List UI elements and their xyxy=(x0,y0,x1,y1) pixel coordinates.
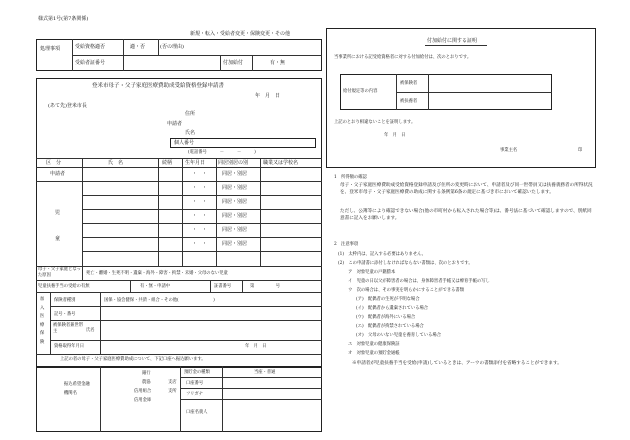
allow-col1 xyxy=(130,280,131,292)
bank-line-2 xyxy=(180,388,322,389)
row-line-4 xyxy=(82,223,322,224)
row-line-8 xyxy=(36,280,322,281)
dependent-person: 被扶養者 xyxy=(400,99,418,104)
insurance-vlabel: 加入医療保険 xyxy=(40,297,45,345)
col-name xyxy=(82,158,83,280)
ins-line-1 xyxy=(50,306,322,307)
office-row-line xyxy=(72,55,322,56)
section1-title: 1 所得額の確認 xyxy=(334,175,367,180)
row-line-10 xyxy=(36,354,322,355)
table-top xyxy=(36,158,322,159)
note-1: (1) 太枠内は、記入する必要はありません。 xyxy=(338,252,426,257)
row-applicant-status: 同居・別居 xyxy=(222,171,248,177)
doc-u2: (イ) 配偶者から遺棄されている場合 xyxy=(356,306,429,311)
col-job xyxy=(260,158,261,266)
form-number: 様式第1号(第7条関係) xyxy=(38,16,89,22)
employer-label: 事業主名 xyxy=(500,148,518,153)
cause-options: 死亡・離婚・生死不明・遺棄・海外・障害・拘禁・未婚・父母のない児童 xyxy=(86,271,228,276)
symbol-label: 記号・番号 xyxy=(54,312,76,317)
furigana-label: フリガナ xyxy=(186,392,203,397)
section1-p1: 母子・父子家庭医療費助成受給資格登録申請及び住所の変更時において、申請者及び同一世帯員又は扶養義務者の所得状況を、登米市母子・父子家庭医療費の助成に関する条例第6条の規定に基づき市において確認いたします。 xyxy=(340,183,593,195)
th-category: 区 分 xyxy=(46,160,62,166)
title-underline xyxy=(425,45,487,46)
cert-label: 証書番号 xyxy=(214,284,232,289)
proof-text: 上記のとおり相違ないことを証明します。 xyxy=(334,120,416,125)
section2-title: 2 注意事項 xyxy=(334,242,359,247)
child4-status: 同居・別居 xyxy=(222,227,248,233)
row-line-9 xyxy=(36,292,322,293)
row-applicant-date: ・ ・ xyxy=(192,171,208,177)
form-date: 年 月 日 xyxy=(255,93,281,99)
insured-name-label: 氏名 xyxy=(86,328,95,333)
bank-type-1: 銀行 xyxy=(142,371,151,376)
th-status: 同居別居の別 xyxy=(218,160,249,166)
transfer-note: 上記の者の母子・父子家庭医療費助成について、下記口座へ振込願います。 xyxy=(60,357,206,362)
child2-status: 同居・別居 xyxy=(222,199,248,205)
allowance-label: 児童扶養手当の受給の有無 xyxy=(38,284,90,289)
acq-date-value: 年 月 日 xyxy=(245,344,267,349)
office-label: 処理事項 xyxy=(40,46,61,52)
row-line-1 xyxy=(36,181,322,182)
doc-o: オ 対象児童の預貯金通帳 xyxy=(348,351,400,356)
extra-benefit-label: 付加給付 xyxy=(223,60,244,66)
child2-date: ・ ・ xyxy=(192,199,208,205)
child5-date: ・ ・ xyxy=(192,241,208,247)
deposit-value: 当座・普通 xyxy=(254,370,276,375)
doc-u: ウ 次の場合は、その事実を明らかにすることができる書類 xyxy=(348,288,465,293)
seal-label: 印 xyxy=(578,148,583,153)
certificate-intro: 当事業所における記受給資格者に対する付加給付は、次のとおりです。 xyxy=(334,55,472,60)
cert-number: 第 号 xyxy=(250,284,281,289)
office-col xyxy=(123,39,124,71)
children-label: 児 童 xyxy=(55,210,71,242)
doc-u5: (オ) 父母のいない児童を養育している場合 xyxy=(356,333,441,338)
proof-date: 年 月 日 xyxy=(384,133,406,138)
office-col2 xyxy=(158,39,159,55)
applicant-address: 住所 xyxy=(185,111,196,117)
note-last: ※申請者が児童扶養手当を受給(申請)しているときは、アーウの書類添付を省略することができます。 xyxy=(352,361,562,366)
office-col3 xyxy=(220,55,221,71)
eligibility-choice: 適・否 xyxy=(130,44,146,50)
addressee: (あて先)登米市長 xyxy=(48,103,87,109)
extra-benefit-choice: 有・無 xyxy=(270,60,286,66)
branch-1: 支店 xyxy=(168,380,177,385)
ins-line-2 xyxy=(50,320,322,321)
phone-number: (電話番号 － － ) xyxy=(188,150,256,155)
benefit-row xyxy=(396,92,552,93)
th-relation: 続柄 xyxy=(162,160,173,166)
ins-col1 xyxy=(100,292,101,354)
row-line-2 xyxy=(82,195,322,196)
section1-p2: ただし、公簿等により確認できない場合(他の市町村から転入された場合等)は、番号法に基づいて確認しますので、別紙同意書に記入をお願いします。 xyxy=(340,209,592,221)
col-status xyxy=(216,158,217,266)
applicant-name: 氏名 xyxy=(185,130,196,136)
bank-line-3 xyxy=(180,399,322,400)
bank-type-2: 農協 xyxy=(142,380,151,385)
child1-status: 同居・別居 xyxy=(222,185,248,191)
col-relation xyxy=(158,158,159,266)
bank-type-3: 信用組合 xyxy=(134,389,152,394)
doc-a: ア 対象児童の戸籍謄本 xyxy=(348,270,396,275)
th-name: 氏 名 xyxy=(108,160,124,166)
row-line-6 xyxy=(82,251,322,252)
insured-person: 被保険者 xyxy=(400,81,418,86)
benefit-label: 給付規定等の内容 xyxy=(343,89,378,94)
holder-label: 口座名義人 xyxy=(186,410,208,415)
child1-date: ・ ・ xyxy=(192,185,208,191)
doc-u1: (ア) 配偶者の生死が不明な場合 xyxy=(356,297,420,302)
ins-line-3 xyxy=(50,340,322,341)
application-type: 新規・転入・受給者変更・保険変更・その他 xyxy=(190,31,291,37)
insured-label: 被保険者兼世帯主 xyxy=(53,323,84,334)
certificate-title: 付加給付に関する証明 xyxy=(427,38,478,44)
account-no-label: 口座番号 xyxy=(186,381,204,386)
col-birth xyxy=(182,158,183,266)
branch-2: 支所 xyxy=(168,389,177,394)
insurer-kind-options: 国保・協会健保・共済・組合・その他( ) xyxy=(104,298,215,303)
note-2: (2) この申請書に添付しなければならない書類は、次のとおりです。 xyxy=(338,261,473,266)
personal-number-label: 個人番号 xyxy=(174,140,195,146)
doc-e: エ 対象児童の健康保険証 xyxy=(348,342,400,347)
acq-date-label: 資格取得年月日 xyxy=(54,344,85,349)
applicant-label: 申請者 xyxy=(167,121,183,127)
ins-col0 xyxy=(50,292,51,354)
row-line-5 xyxy=(82,237,322,238)
bank-type-4: 信用金庫 xyxy=(134,398,152,403)
doc-i: イ 児童の日以父が障害者の場合は、身体障害者手帳又は療育手帳の写し xyxy=(348,279,490,284)
doc-u3: (ウ) 配偶者が海外にいる場合 xyxy=(356,315,416,320)
row-applicant-label: 申請者 xyxy=(50,171,66,177)
office-col4 xyxy=(252,55,253,71)
table-header-line xyxy=(36,167,322,168)
child3-date: ・ ・ xyxy=(192,213,208,219)
rejection-reason: (否の理由) xyxy=(160,44,184,50)
recipient-number-label: 受給者証番号 xyxy=(75,60,106,66)
bank-col1 xyxy=(100,366,101,432)
allow-col2 xyxy=(210,280,211,292)
deposit-label: 預貯金の種類 xyxy=(184,370,210,375)
form-title: 登米市母子・父子家庭医療費助成受給資格登録申請書 xyxy=(92,83,225,89)
allow-col3 xyxy=(242,280,243,292)
row-line-3 xyxy=(82,209,322,210)
bank-label: 振込希望金融機関名 xyxy=(64,382,90,396)
th-birth: 生年月日 xyxy=(185,160,206,166)
insurer-kind-label: 保険者種別 xyxy=(54,298,76,303)
th-job: 職業又は学校名 xyxy=(263,160,299,166)
doc-u4: (エ) 配偶者が拘禁されている場合 xyxy=(356,324,424,329)
allowance-choice: 有・無・申請中 xyxy=(140,284,171,289)
cause-label: 母子・父子家庭となった原因 xyxy=(38,267,81,278)
child4-date: ・ ・ xyxy=(192,227,208,233)
bank-line-1 xyxy=(180,377,322,378)
child3-status: 同居・別居 xyxy=(222,213,248,219)
eligibility-label: 受給資格適否 xyxy=(75,44,106,50)
child5-status: 同居・別居 xyxy=(222,241,248,247)
